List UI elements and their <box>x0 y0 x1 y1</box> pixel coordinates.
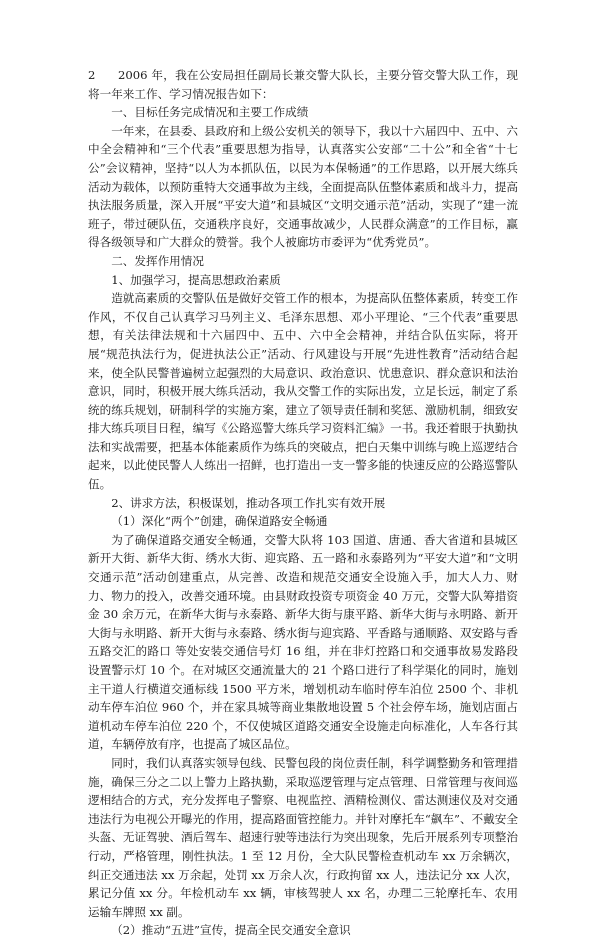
intro-text: 2006 年，我在公安局担任副局长兼交警大队长，主要分管交警大队工作，现将一年来工作、学习情况报告如下： <box>88 68 518 101</box>
report-body <box>88 66 518 940</box>
intro-paragraph <box>88 66 518 103</box>
section-heading-2: 二、发挥作用情况 <box>111 253 204 268</box>
subsection-heading: 1、加强学习，提高思想政治素质 <box>111 272 281 287</box>
body-paragraph: 造就高素质的交警队伍是做好交管工作的根本，为提高队伍整体素质，转变工作作风，不仅自己认真学习马列主义、毛泽东思想、邓小平理论、“三个代表”重要思想，有关法律法规和十六届四中、五中、六中全会精神，并结合队伍实际，将开展“规范执法行为，促进执法公正”活动、行风建设与开展“先进性教育”活动结合起来，使全队民警普遍树立起强烈的大局意识、政治意识、忧患意识、群众意识和法治意识，同时，积极开展大练兵活动，我从交警工作的实际出发，立足长远，制定了系统的练兵规划，研制科学的实施方案，建立了领导责任制和奖惩、激励机制，细致安排大练兵项目日程，编写《公路巡警大练兵学习资料汇编》一书。我还着眼于执勤执法和实战需要，把基本体能素质作为练兵的突破点，把白天集中训练与晚上巡逻结合起来，以此使民警人人练出一招鲜，也打造出一支一警多能的快速反应的公路巡警队伍。 <box>88 291 518 492</box>
subsection-heading: 2、讲求方法，积极谋划，推动各项工作扎实有效开展 <box>111 495 386 510</box>
sub-item-heading: （2）推动“五进”宣传，提高全民交通安全意识 <box>111 923 351 938</box>
section-heading-1: 一、目标任务完成情况和主要工作成绩 <box>111 105 309 120</box>
body-paragraph: 一年来，在县委、县政府和上级公安机关的领导下，我以十六届四中、五中、六中全会精神和“三个代表”重要思想为指导，认真落实公安部“二十公”和全省“十七公”会议精神，坚持“以人为本抓队伍，以民为本保畅通”的工作思路，以开展大练兵活动为载体，以预防重特大交通事故为主线，全面提高队伍整体素质和战斗力，提高执法服务质量，深入开展“平安大道”和县城区“文明交通示范”活动，实现了“建一流班子，带过硬队伍，交通秩序良好，交通事故减少，人民群众满意”的工作目标，赢得各级领导和广大群众的赞誉。我个人被廊坊市委评为“优秀党员”。 <box>88 123 518 250</box>
sub-item-heading: （1）深化“两个”创建，确保道路安全畅通 <box>111 514 328 529</box>
body-paragraph: 为了确保道路交通安全畅通，交警大队将 103 国道、唐通、香大省道和县城区新开大街、新华大街、绣水大街、迎宾路、五一路和永泰路列为“平安大道”和“文明交通示范”活动创建重点，从完善、改造和规范交通安全设施入手，加大人力、财力、物力的投入，改善交通环境。由县财政投资专项资金 40 万元，交警大队筹措资金 30 余万元，在新华大街与永泰路、新华大街与康平路、新华大街与永明路、新开大街与永明路、新开大街与永泰路、绣水街与迎宾路、平香路与通顺路、双安路与香五路交汇的路口 等处安装交通信号灯 16 组，并在非灯控路口和交通事故易发路段设置警示灯 10 个。在对城区交通流量大的 21 个路口进行了科学渠化的同时，施划主干道人行横道交通标线 1500 平方米，增划机动车临时停车泊位 2500 个、非机动车停车泊位 960 个，并在家具城等商业集散地设置 5 个社会停车场，施划店面占道机动车停车泊位 220 个，不仅使城区道路交通安全设施走向标准化，人车各行其道，车辆停放有序，也提高了城区品位。 <box>88 532 518 752</box>
body-paragraph: 同时，我们认真落实领导包线、民警包段的岗位责任制，科学调整勤务和管理措施，确保三分之二以上警力上路执勤，采取巡逻管理与定点管理、日常管理与夜间巡逻相结合的方式，充分发挥电子警察、电视监控、酒精检测仪、雷达测速仪及对交通违法行为电视公开曝光的作用，提高路面管控能力。并针对摩托车“飙车”、不戴安全头盔、无证驾驶、酒后驾车、超速行驶等违法行为突出现象，先后开展系列专项整治行动，严格管理，刚性执法。1 至 12 月份，全大队民警检查机动车 xx 万余辆次，纠正交通违法 xx 万余起，处罚 xx 万余人次，行政拘留 xx 人，违法记分 xx 人次，累记分值 xx 分。年检机动车 xx 辆，审核驾驶人 xx 名，办理二三轮摩托车、农用运输车牌照 xx 副。 <box>88 755 518 919</box>
intro-number: 2 <box>88 68 96 82</box>
